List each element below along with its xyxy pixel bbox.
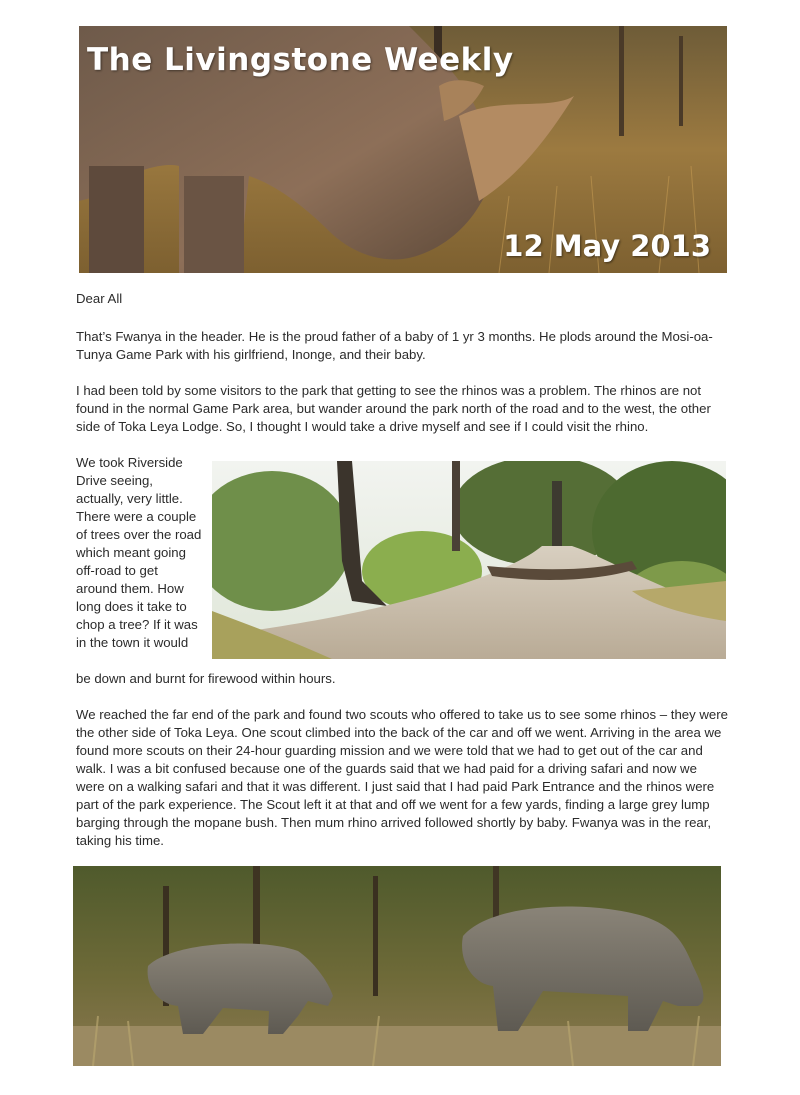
paragraph-wrapped: We took Riverside Drive seeing, actually, very little. There were a couple of trees over the road which meant going off-road to get around them. How long does it take to chop a tree? If it was in the town it would [76, 455, 202, 650]
salutation: Dear All [76, 291, 123, 306]
masthead-title: The Livingstone Weekly [87, 42, 514, 78]
issue-date: 12 May 2013 [503, 229, 711, 263]
header-photo [79, 26, 727, 273]
paragraph: We reached the far end of the park and found two scouts who offered to take us to see some rhinos – they were the other side of Toka Leya. One scout climbed into the back of the car and off we went. Arriving in the area we found more scouts on their 24-hour guarding mission and we were told that we had to get out of the car and walk. I was a bit confused because one of the guards said that we had paid for a driving safari and now we were on a walking safari and that it was different. I just said that I had paid Park Entrance and the rhinos were part of the park experience. The Scout left it at that and off we went for a few yards, finding a large grey lump barging through the mopane bush. Then mum rhino arrived followed shortly by baby. Fwanya was in the rear, taking his time. [76, 707, 728, 848]
paragraph-continuation: be down and burnt for firewood within hours. [76, 671, 336, 686]
rhino-family-photo-frame [73, 866, 721, 1066]
fallen-tree-road-photo [212, 461, 726, 659]
road-photo [212, 461, 726, 659]
paragraph: I had been told by some visitors to the park that getting to see the rhinos was a problem. The rhinos are not found in the normal Game Park area, but wander around the park north of the road and to the west, the other side of Toka Leya Lodge. So, I thought I would take a drive myself and see if I could visit the rhino. [76, 383, 711, 434]
rhino-family-photo [73, 866, 721, 1066]
paragraph: That’s Fwanya in the header. He is the proud father of a baby of 1 yr 3 months. He plods around the Mosi-oa-Tunya Game Park with his girlfriend, Inonge, and their baby. [76, 329, 713, 362]
